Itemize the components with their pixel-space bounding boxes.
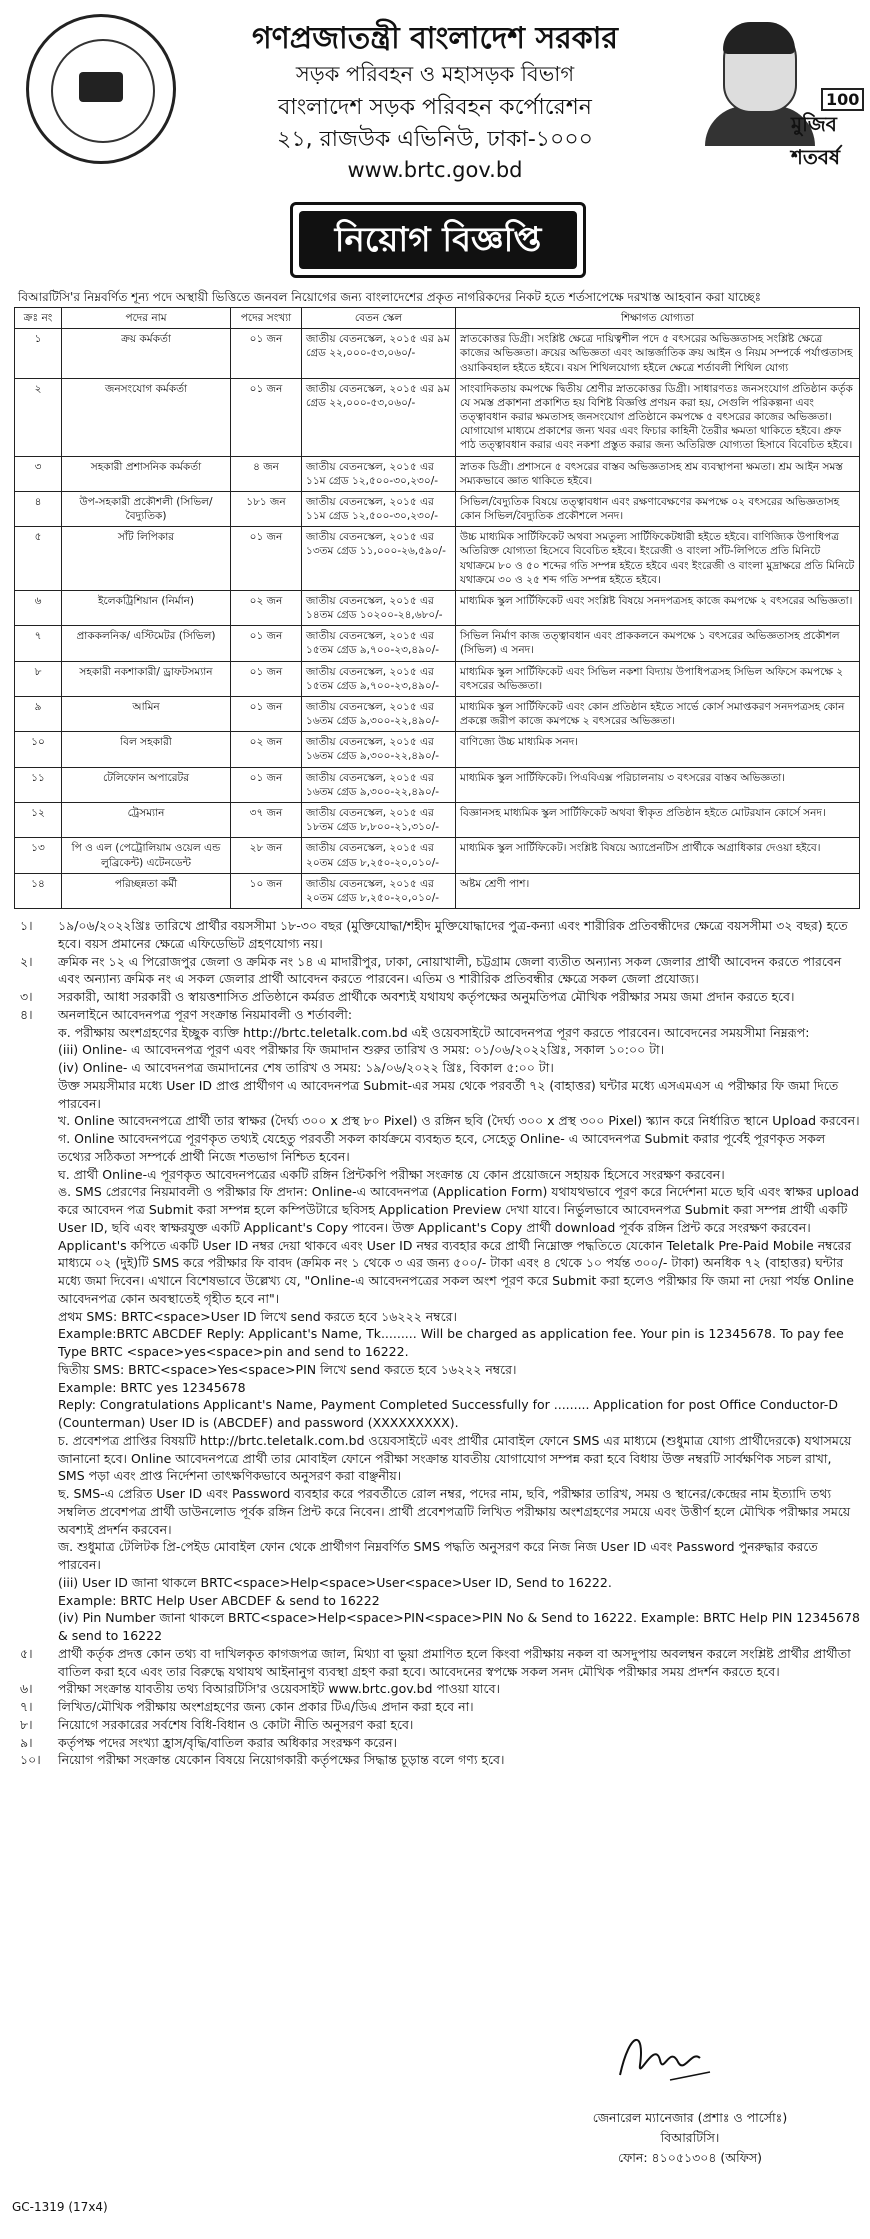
- condition-item: [20, 1734, 860, 1752]
- header-serial: ক্রঃ নং: [15, 308, 62, 329]
- condition-text: [58, 917, 860, 953]
- condition-line: নিয়োগে সরকারের সর্বশেষ বিধি-বিধান ও কোটা নীতি অনুসরণ করা হবে।: [58, 1716, 414, 1732]
- cell-serial: ১০: [15, 732, 62, 767]
- cell-post-count: ০১ জন: [231, 661, 302, 696]
- cell-pay-scale: জাতীয় বেতনস্কেল, ২০১৫ এর ১৫তম গ্রেড ৯,৭০০-২৩,৪৯০/-: [302, 661, 456, 696]
- cell-qualification: উচ্চ মাধ্যমিক সার্টিফিকেট অথবা সমতুল্য সার্টিফিকেটধারী হইতে হইবে। বাণিজ্যিক উপাধিপত্র অতিরিক্ত যোগ্যতা হিসেবে বিবেচিত হইবে। ইংরেজী ও বাংলা সাঁট-লিপিতে প্রতি মিনিটে যথাক্রমে ৮০ ও ৫০ শব্দের গতি সম্পন্ন হইতে হইবে এবং ইংরেজী ও বাংলা মুদ্রাক্ষরে প্রতি মিনিটে যথাক্রমে ৩০ ও ২৫ শব্দ গতি সম্পন্ন হইতে হইবে।: [456, 527, 860, 591]
- condition-line: লিখিত/মৌখিক পরীক্ষায় অংশগ্রহণের জন্য কোন প্রকার টিএ/ডিএ প্রদান করা হবে না।: [58, 1699, 474, 1714]
- condition-item: [20, 1006, 860, 1645]
- signature: [600, 2020, 720, 2100]
- cell-post-name: জনসংযোগ কর্মকর্তা: [62, 378, 231, 456]
- cell-post-name: প্রাককলনিক/ এস্টিমেটর (সিভিল): [62, 626, 231, 661]
- table-row: [15, 491, 860, 526]
- cell-serial: ১৩: [15, 838, 62, 873]
- notice-title: নিয়োগ বিজ্ঞপ্তি: [299, 211, 577, 269]
- cell-post-count: ২৮ জন: [231, 838, 302, 873]
- condition-item: [20, 953, 860, 989]
- cell-post-count: ০২ জন: [231, 590, 302, 625]
- cell-post-count: ৩৭ জন: [231, 802, 302, 837]
- govt-title: গণপ্রজাতন্ত্রী বাংলাদেশ সরকার: [252, 21, 618, 56]
- table-row: [15, 838, 860, 873]
- condition-item: [20, 1716, 860, 1734]
- cell-post-count: ০২ জন: [231, 732, 302, 767]
- cell-pay-scale: জাতীয় বেতনস্কেল, ২০১৫ এর ৯ম গ্রেড ২২,০০০-৫৩,০৬০/-: [302, 378, 456, 456]
- cell-serial: ২: [15, 378, 62, 456]
- org-address: ২১, রাজউক এভিনিউ, ঢাকা-১০০০: [277, 127, 593, 152]
- condition-text: [58, 1716, 860, 1734]
- condition-line: ঘ. প্রার্থী Online-এ পূরণকৃত আবেদনপত্রের একটি রঙ্গিন প্রিন্টকপি পরীক্ষা সংক্রান্ত যে কোন প্রয়োজনে সহায়ক হিসেবে সংরক্ষণ করবেন।: [58, 1166, 725, 1182]
- header-qualification: শিক্ষাগত যোগ্যতা: [456, 308, 860, 329]
- condition-number: ৬।: [20, 1681, 33, 1697]
- condition-number: ১০।: [20, 1752, 41, 1768]
- cell-pay-scale: জাতীয় বেতনস্কেল, ২০১৫ এর ৯ম গ্রেড ২২,০০০-৫৩,০৬০/-: [302, 329, 456, 379]
- table-row: [15, 456, 860, 491]
- cell-post-name: আমিন: [62, 696, 231, 731]
- cell-pay-scale: জাতীয় বেতনস্কেল, ২০১৫ এর ১৬তম গ্রেড ৯,৩০০-২২,৪৯০/-: [302, 767, 456, 802]
- cell-qualification: বাণিজ্যে উচ্চ মাধ্যমিক সনদ।: [456, 732, 860, 767]
- condition-item: [20, 1698, 860, 1716]
- cell-serial: ৬: [15, 590, 62, 625]
- cell-post-count: ০১ জন: [231, 767, 302, 802]
- cell-qualification: মাধ্যমিক স্কুল সার্টিফিকেট। সংশ্লিষ্ট বিষয়ে অ্যাপ্রেনটিস প্রার্থীকে অগ্রাধিকার দেওয়া হইবে।: [456, 838, 860, 873]
- cell-post-count: ০১ জন: [231, 527, 302, 591]
- condition-line: (iv) Online- এ আবেদনপত্র জমাদানের শেষ তারিখ ও সময়: ১৯/০৬/২০২২ খ্রিঃ, বিকাল ৫:০০ টা।: [58, 1060, 554, 1075]
- condition-line: গ. Online আবেদনপত্রে পূরণকৃত তথ্যই যেহেতু পরবর্তী সকল কার্যক্রমে ব্যবহৃত হবে, সেহেতু Online- এ আবেদনপত্র Submit করার পূর্বেই পূরণকৃত সকল তথ্যের সঠিকতা সম্পর্কে প্রার্থী নিজে শতভাগ নিশ্চিত হবেন।: [58, 1131, 826, 1164]
- mujib-borsho-number: 100: [821, 88, 864, 111]
- header-post-name: পদের নাম: [62, 308, 231, 329]
- condition-text: [58, 953, 860, 989]
- condition-line: Example: BRTC Help User ABCDEF & send to 16222: [58, 1592, 380, 1608]
- cell-qualification: মাধ্যমিক স্কুল সার্টিফিকেট এবং সিভিল নকশা বিদ্যায় উপাধিপত্রসহ সিভিল অফিসে কমপক্ষে ২ বৎসরের অভিজ্ঞতা।: [456, 661, 860, 696]
- cell-serial: ১১: [15, 767, 62, 802]
- cell-pay-scale: জাতীয় বেতনস্কেল, ২০১৫ এর ১৫তম গ্রেড ৯,৭০০-২৩,৪৯০/-: [302, 626, 456, 661]
- condition-line: ঙ. SMS প্রেরণের নিয়মাবলী ও পরীক্ষার ফি প্রদান: Online-এ আবেদনপত্র (Application Form) যথাযথভাবে পূরণ করে নির্দেশনা মতে ছবি এবং স্বাক্ষর upload করে আবেদন পত্র Submit করা সম্পন্ন হলে কম্পিউটারে ছবিসহ Application Preview দেখা যাবে। নির্ভুলভাবে আবেদনপত্র Submit করা সম্পন্ন প্রার্থী একটি User ID, ছবি এবং স্বাক্ষরযুক্ত একটি Applicant's Copy পাবেন। উক্ত Applicant's Copy প্রার্থী download পূর্বক রঙ্গিন প্রিন্ট করে সংরক্ষণ করবেন। Applicant's কপিতে একটি User ID নম্বর দেয়া থাকবে এবং User ID নম্বর ব্যবহার করে প্রার্থী নিম্নোক্ত পদ্ধতিতে যেকোন Teletalk Pre-Paid Mobile নম্বরের মাধ্যমে ০২ (দুই)টি SMS করে পরীক্ষার ফি বাবদ (ক্রমিক নং ১ থেকে ৩ এর জন্য ৫০০/- টাকা এবং ৪ থেকে ১০ পর্যন্ত ৩০০/- টাকা) অনধিক ৭২ (বাহাত্তর) ঘন্টার মধ্যে জমা দিবেন। এখানে বিশেষভাবে উল্লেখ্য যে, "Online-এ আবেদনপত্রের সকল অংশ পূরণ করে Submit করা হলেও পরীক্ষার ফি জমা না দেয়া পর্যন্ত Online আবেদনপত্র কোন অবস্থাতেই গৃহীত হবে না"।: [58, 1184, 860, 1306]
- condition-line: জ. শুধুমাত্র টেলিটক প্রি-পেইড মোবাইল ফোন থেকে প্রার্থীগণ নিম্নবর্ণিত SMS পদ্ধতি অনুসরণ করে নিজ নিজ User ID এবং Password পুনরুদ্ধার করতে পারবেন।: [58, 1539, 818, 1572]
- condition-number: ১।: [20, 918, 33, 933]
- cell-serial: ১: [15, 329, 62, 379]
- cell-pay-scale: জাতীয় বেতনস্কেল, ২০১৫ এর ১৬তম গ্রেড ৯,৩০০-২২,৪৯০/-: [302, 696, 456, 731]
- cell-qualification: বিজ্ঞানসহ মাধ্যমিক স্কুল সার্টিফিকেট অথবা স্বীকৃত প্রতিষ্ঠান হইতে মোটরযান কোর্সে সনদ।: [456, 802, 860, 837]
- signature-graphic: [600, 2020, 720, 2100]
- table-row: [15, 661, 860, 696]
- cell-serial: ৯: [15, 696, 62, 731]
- vacancy-table: [14, 307, 860, 909]
- condition-line: উক্ত সময়সীমার মধ্যে User ID প্রাপ্ত প্রার্থীগণ এ আবেদনপত্র Submit-এর সময় থেকে পরবর্তী ৭২ (বাহাত্তর) ঘন্টার মধ্যে এসএমএস এ পরীক্ষার ফি জমা দিতে পারবেন।: [58, 1077, 839, 1111]
- division-name: সড়ক পরিবহন ও মহাসড়ক বিভাগ: [295, 62, 575, 86]
- cell-post-name: সাঁট লিপিকার: [62, 527, 231, 591]
- cell-qualification: মাধ্যমিক স্কুল সার্টিফিকেট এবং কোন প্রতিষ্ঠান হইতে সার্ভে কোর্স সমাপ্তকরণ সনদপত্রসহ কোন প্রকল্পে জরীপ কাজে কমপক্ষে ২ বৎসরের অভিজ্ঞতা।: [456, 696, 860, 731]
- header-pay-scale: বেতন স্কেল: [302, 308, 456, 329]
- cell-post-count: ১৮১ জন: [231, 491, 302, 526]
- cell-post-count: ৪ জন: [231, 456, 302, 491]
- table-row: [15, 696, 860, 731]
- cell-serial: ৩: [15, 456, 62, 491]
- cell-serial: ৪: [15, 491, 62, 526]
- table-row: [15, 626, 860, 661]
- signatory-org: বিআরটিসি।: [660, 2130, 720, 2145]
- cell-pay-scale: জাতীয় বেতনস্কেল, ২০১৫ এর ১৬তম গ্রেড ৯,৩০০-২২,৪৯০/-: [302, 732, 456, 767]
- condition-text: [58, 1680, 860, 1698]
- condition-item: [20, 1680, 860, 1698]
- table-row: [15, 767, 860, 802]
- table-row: [15, 732, 860, 767]
- condition-line: Example:BRTC ABCDEF Reply: Applicant's Name, Tk......... Will be charged as application fee. Your pin is 12345678. To pay fee Type BRTC <space>yes<space>pin and send to 16222.: [58, 1326, 844, 1359]
- cell-post-name: সহকারী নকশাকারী/ ড্রাফটসম্যান: [62, 661, 231, 696]
- condition-line: নিয়োগ পরীক্ষা সংক্রান্ত যেকোন বিষয়ে নিয়োগকারী কর্তৃপক্ষের সিদ্ধান্ত চূড়ান্ত বলে গণ্য হবে।: [58, 1752, 505, 1768]
- cell-post-count: ০১ জন: [231, 626, 302, 661]
- condition-line: (iii) Online- এ আবেদনপত্র পূরণ এবং পরীক্ষার ফি জমাদান শুরুর তারিখ ও সময়: ০১/০৬/২০২২খ্রিঃ, সকাল ১০:০০ টা।: [58, 1042, 665, 1058]
- condition-line: ক. পরীক্ষায় অংশগ্রহণের ইচ্ছুক ব্যক্তি http://brtc.teletalk.com.bd এই ওয়েবসাইটে আবেদনপত্র পূরণ করতে পারবেন। আবেদনের সময়সীমা নিম্নরূপ:: [58, 1024, 810, 1040]
- condition-number: ৪।: [20, 1006, 33, 1022]
- cell-post-name: সহকারী প্রশাসনিক কর্মকর্তা: [62, 456, 231, 491]
- condition-number: ৫।: [20, 1645, 33, 1661]
- condition-line: দ্বিতীয় SMS: BRTC<space>Yes<space>PIN লিখে send করতে হবে ১৬২২২ নম্বরে।: [58, 1361, 517, 1377]
- table-row: [15, 527, 860, 591]
- cell-pay-scale: জাতীয় বেতনস্কেল, ২০১৫ এর ১৮তম গ্রেড ৮,৮০০-২১,৩১০/-: [302, 802, 456, 837]
- mujib-borsho-text: মুজিব শতবর্ষ: [791, 112, 840, 169]
- cell-pay-scale: জাতীয় বেতনস্কেল, ২০১৫ এর ১১ম গ্রেড ১২,৫০০-৩০,২৩০/-: [302, 491, 456, 526]
- cell-post-name: বিল সহকারী: [62, 732, 231, 767]
- condition-line: অনলাইনে আবেদনপত্র পূরণ সংক্রান্ত নিয়মাবলী ও শর্তাবলী:: [58, 1006, 353, 1022]
- cell-post-name: পরিচ্ছন্নতা কর্মী: [62, 873, 231, 908]
- website-link[interactable]: www.brtc.gov.bd: [347, 158, 523, 182]
- cell-pay-scale: জাতীয় বেতনস্কেল, ২০১৫ এর ২০তম গ্রেড ৮,২৫০-২০,০১০/-: [302, 873, 456, 908]
- condition-line: (iii) User ID জানা থাকলে BRTC<space>Help<space>User<space>User ID, Send to 16222.: [58, 1574, 612, 1590]
- org-name: বাংলাদেশ সড়ক পরিবহন কর্পোরেশন: [278, 95, 592, 120]
- cell-post-count: ০১ জন: [231, 378, 302, 456]
- cell-serial: ৭: [15, 626, 62, 661]
- header-post-count: পদের সংখ্যা: [231, 308, 302, 329]
- signatory-phone: ফোন: ৪১০৫১৩০৪ (অফিস): [618, 2150, 762, 2165]
- condition-text: [58, 988, 860, 1006]
- condition-number: ৩।: [20, 989, 33, 1004]
- signatory-designation: জেনারেল ম্যানেজার (প্রশাঃ ও পার্সোঃ): [592, 2110, 788, 2125]
- condition-number: ৮।: [20, 1716, 33, 1732]
- condition-line: Example: BRTC yes 12345678: [58, 1379, 246, 1395]
- gc-code: GC-1319 (17x4): [12, 2200, 108, 2214]
- condition-text: [58, 1751, 860, 1769]
- cell-pay-scale: জাতীয় বেতনস্কেল, ২০১৫ এর ২০তম গ্রেড ৮,২৫০-২০,০১০/-: [302, 838, 456, 873]
- condition-text: [58, 1006, 860, 1645]
- condition-line: পরীক্ষা সংক্রান্ত যাবতীয় তথ্য বিআরটিসি'র ওয়েবসাইট www.brtc.gov.bd পাওয়া যাবে।: [58, 1681, 501, 1697]
- cell-serial: ১২: [15, 802, 62, 837]
- cell-post-count: ০১ জন: [231, 696, 302, 731]
- condition-line: প্রার্থী কর্তৃক প্রদত্ত কোন তথ্য বা দাখিলকৃত কাগজপত্র জাল, মিথ্যা বা ভুয়া প্রমাণিত হলে কিংবা পরীক্ষায় নকল বা অসদুপায় অবলম্বন করলে সংশ্লিষ্ট প্রার্থীর প্রার্থীতা বাতিল করা হবে এবং তার বিরুদ্ধে যথাযথ আইনানুগ ব্যবস্থা গ্রহণ করা হবে। আবেদনের স্বপক্ষে সকল সনদ মৌখিক পরীক্ষার সময় প্রদর্শন করতে হবে।: [58, 1645, 851, 1679]
- cell-serial: ৮: [15, 661, 62, 696]
- cell-post-name: ক্রয় কর্মকর্তা: [62, 329, 231, 379]
- condition-line: ক্রমিক নং ১২ এ পিরোজপুর জেলা ও ক্রমিক নং ১৪ এ মাদারীপুর, ঢাকা, নোয়াখালী, চট্টগ্রাম জেলা ব্যতীত অন্যান্য সকল জেলার প্রার্থী আবেদন করতে পারবেন এবং অন্যান্য ক্রমিক নং এ সকল জেলার প্রার্থী আবেদন করতে পারবেন। এতিম ও শারীরিক প্রতিবন্ধীর ক্ষেত্রে সকল জেলা প্রযোজ্য।: [58, 953, 842, 987]
- signatory-block: [540, 2108, 840, 2168]
- condition-line: কর্তৃপক্ষ পদের সংখ্যা হ্রাস/বৃদ্ধি/বাতিল করার অধিকার সংরক্ষণ করেন।: [58, 1734, 398, 1750]
- conditions-list: [20, 917, 860, 1769]
- condition-item: [20, 1645, 860, 1681]
- cell-pay-scale: জাতীয় বেতনস্কেল, ২০১৫ এর ১৪তম গ্রেড ১০২০০-২৪,৬৮০/-: [302, 590, 456, 625]
- cell-qualification: সিভিল/বৈদ্যুতিক বিষয়ে তত্ত্বাবধান এবং রক্ষণাবেক্ষণের কমপক্ষে ০২ বৎসরের অভিজ্ঞতাসহ কোন সিভিল/বৈদ্যুতিক প্রকৌশলে সনদ।: [456, 491, 860, 526]
- condition-number: ৭।: [20, 1699, 33, 1714]
- cell-pay-scale: জাতীয় বেতনস্কেল, ২০১৫ এর ১৩তম গ্রেড ১১,০০০-২৬,৫৯০/-: [302, 527, 456, 591]
- table-row: [15, 590, 860, 625]
- cell-post-name: পি ও এল (পেট্রোলিয়াম ওয়েল এন্ড লুব্রিকেন্ট) এটেনডেন্ট: [62, 838, 231, 873]
- table-row: [15, 802, 860, 837]
- table-header-row: [15, 308, 860, 329]
- condition-line: ছ. SMS-এ প্রেরিত User ID এবং Password ব্যবহার করে পরবর্তীতে রোল নম্বর, পদের নাম, ছবি, পরীক্ষার তারিখ, সময় ও স্থানের/কেন্দ্রের নাম ইত্যাদি তথ্য সম্বলিত প্রবেশপত্র প্রার্থী ডাউনলোড পূর্বক রঙ্গিন প্রিন্ট করে নিবেন। প্রার্থী প্রবেশপত্রটি লিখিত পরীক্ষায় অংশগ্রহণের সময়ে এবং উত্তীর্ণ হলে মৌখিক পরীক্ষার সময়ে অবশ্যই প্রদর্শন করবেন।: [58, 1486, 851, 1537]
- cell-qualification: সাংবাদিকতায় কমপক্ষে দ্বিতীয় শ্রেণীর স্নাতকোত্তর ডিগ্রী। সাধারণতঃ জনসংযোগ প্রতিষ্ঠান কর্তৃক যে সমস্ত প্রকাশনা প্রকাশিত হয় বিশিষ্ট বিজ্ঞপ্তি প্রণয়ন করা হয়, সেগুলি পরিকল্পনা এবং তত্ত্বাবধান করার ক্ষমতাসহ জনসংযোগ প্রতিষ্ঠানে কমপক্ষে ৫ বৎসরের কাজের অভিজ্ঞতা। যোগাযোগ মাধ্যমে প্রকাশের জন্য খবর এবং ফিচার কাহিনী তৈরীর ক্ষমতা থাকিতে হইবে। প্রুফ পাঠ তত্ত্বাবধান করার এবং নকশা প্রস্তুত করার জন্য অতিরিক্ত যোগ্যতা হিসাবে বিবেচিত হইবে।: [456, 378, 860, 456]
- cell-serial: ১৪: [15, 873, 62, 908]
- condition-item: [20, 1751, 860, 1769]
- notice-title-box: [290, 202, 586, 278]
- condition-item: [20, 917, 860, 953]
- condition-line: Reply: Congratulations Applicant's Name, Payment Completed Successfully for ......... Application for post Office Conductor-D (Counterman) User ID is (ABCDEF) and password (XXXXXXXXX).: [58, 1397, 838, 1430]
- cell-qualification: স্নাতকোত্তর ডিগ্রী। সংশ্লিষ্ট ক্ষেত্রে দায়িত্বশীল পদে ৫ বৎসরের অভিজ্ঞতাসহ সংশ্লিষ্ট ক্ষেত্রে কাজের অভিজ্ঞতা। ক্রয়ের অভিজ্ঞতা এবং আন্তর্জাতিক ক্রয় আইন ও নিয়ম সম্পর্কে পর্যাপ্ততাসহ ওয়াকিবহাল হইতে হইবে। বয়স শিথিলযোগ্য হইলে ক্ষেত্রে শর্তাবলী শিথিল যোগ্য: [456, 329, 860, 379]
- cell-post-count: ১০ জন: [231, 873, 302, 908]
- table-row: [15, 873, 860, 908]
- condition-number: ৯।: [20, 1734, 33, 1750]
- cell-post-name: উপ-সহকারী প্রকৌশলী (সিভিল/ বৈদ্যুতিক): [62, 491, 231, 526]
- cell-qualification: অষ্টম শ্রেণী পাশ।: [456, 873, 860, 908]
- condition-number: ২।: [20, 953, 33, 969]
- cell-qualification: মাধ্যমিক স্কুল সার্টিফিকেট এবং সংশ্লিষ্ট বিষয়ে সনদপত্রসহ কাজে কমপক্ষে ২ বৎসরের অভিজ্ঞতা।: [456, 590, 860, 625]
- table-row: [15, 378, 860, 456]
- condition-text: [58, 1698, 860, 1716]
- cell-post-name: ট্রেসম্যান: [62, 802, 231, 837]
- cell-serial: ৫: [15, 527, 62, 591]
- cell-post-count: ০১ জন: [231, 329, 302, 379]
- cell-pay-scale: জাতীয় বেতনস্কেল, ২০১৫ এর ১১ম গ্রেড ১২,৫০০-৩০,২৩০/-: [302, 456, 456, 491]
- table-row: [15, 329, 860, 379]
- condition-line: চ. প্রবেশপত্র প্রাপ্তির বিষয়টি http://brtc.teletalk.com.bd ওয়েবসাইটে এবং প্রার্থীর মোবাইল ফোনে SMS এর মাধ্যমে (শুধুমাত্র যোগ্য প্রার্থীদেরকে) যথাসময়ে জানানো হবে। Online আবেদনপত্রে প্রার্থী তার মোবাইল ফোনে পরীক্ষা সংক্রান্ত যাবতীয় যোগাযোগ সম্পন্ন করা হবে বিধায় উক্ত নম্বরটি সার্বক্ষণিক সচল রাখা, SMS পড়া এবং প্রাপ্ত নির্দেশনা তাৎক্ষণিকভাবে অনুসরণ করা বাঞ্ছনীয়।: [58, 1432, 852, 1484]
- condition-line: ১৯/০৬/২০২২খ্রিঃ তারিখে প্রার্থীর বয়সসীমা ১৮-৩০ বছর (মুক্তিযোদ্ধা/শহীদ মুক্তিযোদ্ধাদের পুত্র-কন্যা এবং শারীরিক প্রতিবন্ধীদের ক্ষেত্রে বয়সসীমা ৩২ বছর) হতে হবে। বয়স প্রমানের ক্ষেত্রে এফিডেভিট গ্রহণযোগ্য নয়।: [58, 918, 848, 951]
- condition-line: খ. Online আবেদনপত্রে প্রার্থী তার স্বাক্ষর (দৈর্ঘ্য ৩০০ x প্রস্থ ৮০ Pixel) ও রঙ্গিন ছবি (দৈর্ঘ্য ৩০০ x প্রস্থ ৩০০ Pixel) স্ক্যান করে নির্ধারিত স্থানে Upload করবেন।: [58, 1113, 860, 1129]
- condition-text: [58, 1645, 860, 1681]
- cell-qualification: স্নাতক ডিগ্রী। প্রশাসনে ৫ বৎসরের বাস্তব অভিজ্ঞতাসহ শ্রম ব্যবস্থাপনা ক্ষমতা। শ্রম আইন সমস্ত সম্যকভাবে জ্ঞাত থাকিতে হইবে।: [456, 456, 860, 491]
- condition-line: সরকারী, আধা সরকারী ও স্বায়ত্তশাসিত প্রতিষ্ঠানে কর্মরত প্রার্থীকে অবশ্যই যথাযথ কর্তৃপক্ষের অনুমতিপত্র মৌখিক পরীক্ষার সময় জমা প্রদান করতে হবে।: [58, 989, 795, 1004]
- cell-qualification: সিভিল নির্মাণ কাজ তত্ত্বাবধান এবং প্রাককলনে কমপক্ষে ১ বৎসরের অভিজ্ঞতাসহ প্রকৌশল (সিভিল) এ সনদ।: [456, 626, 860, 661]
- condition-item: [20, 988, 860, 1006]
- cell-post-name: টেলিফোন অপারেটর: [62, 767, 231, 802]
- cell-qualification: মাধ্যমিক স্কুল সার্টিফিকেট। পিএবিএক্স পরিচালনায় ৩ বৎসরের বাস্তব অভিজ্ঞতা।: [456, 767, 860, 802]
- condition-line: (iv) Pin Number জানা থাকলে BRTC<space>Help<space>PIN<space>PIN No & Send to 16222. Example: BRTC Help PIN 12345678 & send to 16222: [58, 1610, 860, 1643]
- intro-text: বিআরটিসি'র নিম্নবর্ণিত শূন্য পদে অস্থায়ী ভিত্তিতে জনবল নিয়োগের জন্য বাংলাদেশের প্রকৃত নাগরিকদের নিকট হতে শর্তসাপেক্ষে দরখাস্ত আহবান করা যাচ্ছেঃ: [18, 290, 761, 304]
- condition-text: [58, 1734, 860, 1752]
- cell-post-name: ইলেকট্রিশিয়ান (নির্মান): [62, 590, 231, 625]
- condition-line: প্রথম SMS: BRTC<space>User ID লিখে send করতে হবে ১৬২২২ নম্বরে।: [58, 1308, 457, 1324]
